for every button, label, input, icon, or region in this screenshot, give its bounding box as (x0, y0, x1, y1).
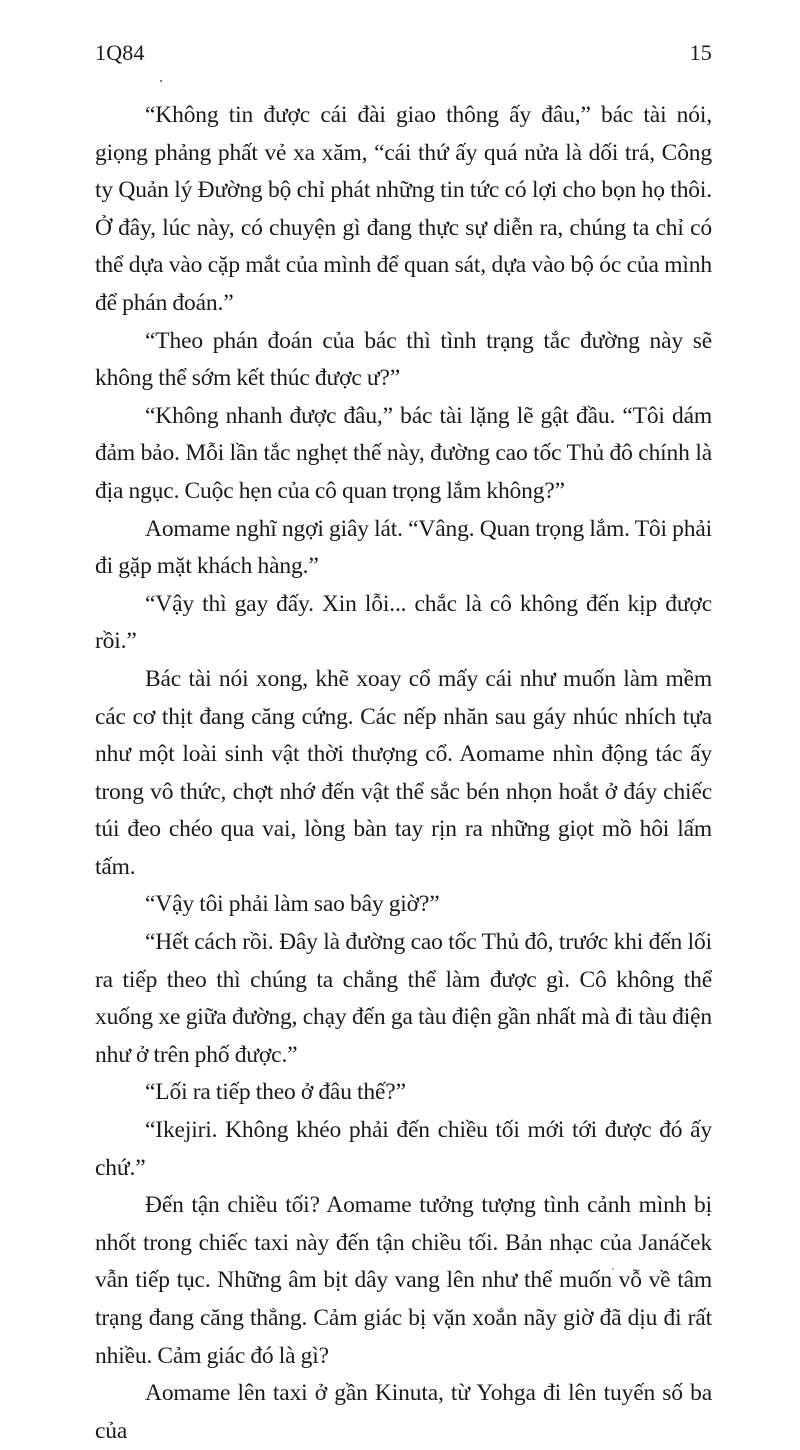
paragraph: Aomame lên taxi ở gần Kinuta, từ Yohga đi lên tuyến số ba của (95, 1380, 712, 1444)
paragraph: “Không nhanh được đâu,” bác tài lặng lẽ gật đầu. “Tôi dám đảm bảo. Mỗi lần tắc nghẹt thế này, đường cao tốc Thủ đô chính là địa ngục. Cuộc hẹn của cô quan trọng lắm không?” (95, 402, 712, 504)
paragraph: “Ikejiri. Không khéo phải đến chiều tối mới tới được đó ấy chứ.” (95, 1117, 712, 1181)
scan-speck (160, 80, 162, 82)
paragraph: “Không tin được cái đài giao thông ấy đâu,” bác tài nói, giọng phảng phất vẻ xa xăm, “cái thứ ấy quá nửa là dối trá, Công ty Quản lý Đường bộ chỉ phát những tin tức có lợi cho bọn họ thôi. Ở đây, lúc này, có chuyện gì đang thực sự diễn ra, chúng ta chỉ có thể dựa vào cặp mắt của mình để quan sát, dựa vào bộ óc của mình để phán đoán.” (95, 102, 712, 316)
paragraph: Aomame nghĩ ngợi giây lát. “Vâng. Quan trọng lắm. Tôi phải đi gặp mặt khách hàng.” (95, 515, 712, 580)
paragraph: “Lối ra tiếp theo ở đâu thế?” (145, 1079, 406, 1106)
page-number: 15 (689, 40, 712, 65)
paragraph: “Vậy tôi phải làm sao bây giờ?” (145, 891, 440, 918)
paragraph: “Hết cách rồi. Đây là đường cao tốc Thủ đô, trước khi đến lối ra tiếp theo thì chúng ta chẳng thể làm được gì. Cô không thể xuống xe giữa đường, chạy đến ga tàu điện gần nhất mà đi tàu điện như ở trên phố được.” (95, 929, 712, 1068)
paragraph: “Vậy thì gay đấy. Xin lỗi... chắc là cô không đến kịp được rồi.” (95, 590, 712, 655)
paragraph: “Theo phán đoán của bác thì tình trạng tắc đường này sẽ không thể sớm kết thúc được ư?” (95, 327, 712, 392)
body-text (95, 97, 712, 1450)
book-title: 1Q84 (95, 40, 145, 65)
paragraph: Bác tài nói xong, khẽ xoay cổ mấy cái như muốn làm mềm các cơ thịt đang căng cứng. Các nếp nhăn sau gáy nhúc nhích tựa như một loài sinh vật thời thượng cổ. Aomame nhìn động tác ấy trong vô thức, chợt nhớ đến vật thể sắc bén nhọn hoắt ở đáy chiếc túi đeo chéo qua vai, lòng bàn tay rịn ra những giọt mồ hôi lấm tấm. (95, 665, 712, 880)
running-header (95, 40, 712, 72)
paragraph: Đến tận chiều tối? Aomame tưởng tượng tình cảnh mình bị nhốt trong chiếc taxi này đến tận chiều tối. Bản nhạc của Janáček vẫn tiếp tục. Những âm bịt dây vang lên như thể muốn vỗ về tâm trạng đang căng thẳng. Cảm giác bị vặn xoắn nãy giờ đã dịu đi rất nhiều. Cảm giác đó là gì? (95, 1192, 712, 1369)
